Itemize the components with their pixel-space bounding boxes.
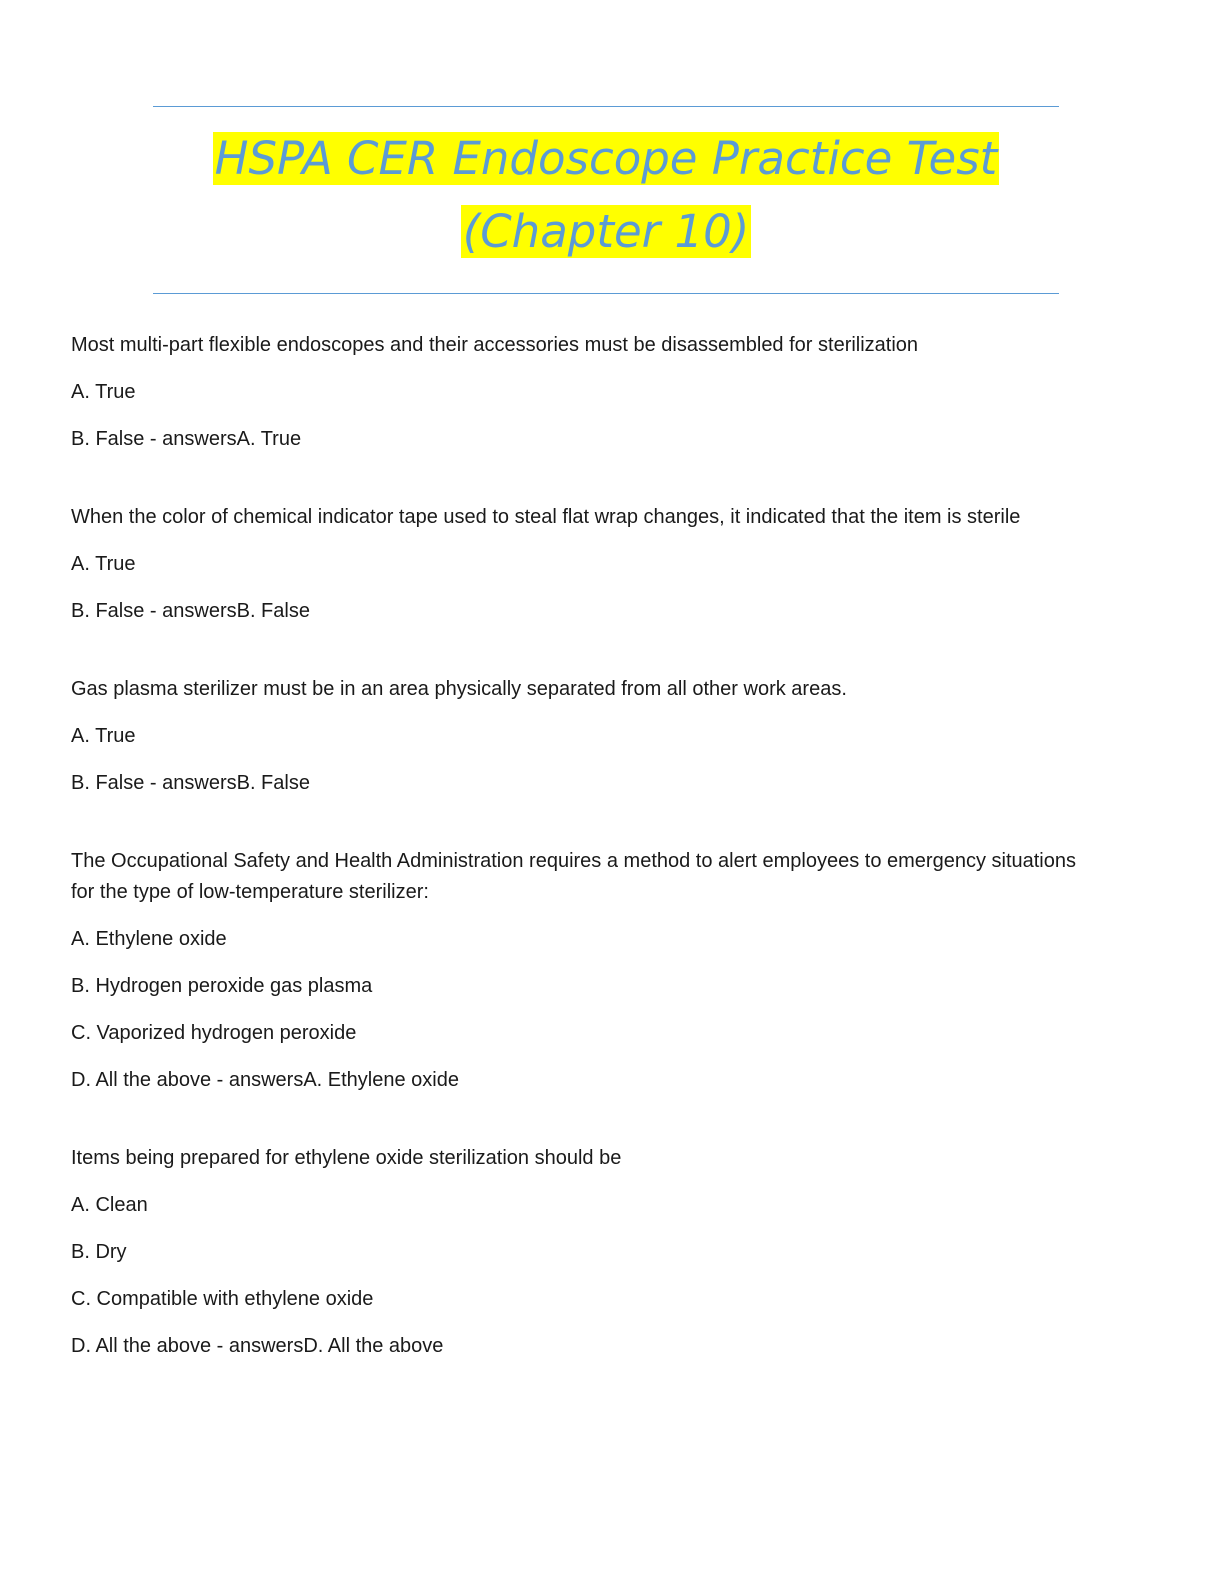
answer-option: B. False - answersA. True: [71, 428, 302, 450]
answer-option: A. True: [71, 381, 136, 403]
question-text: When the color of chemical indicator tape used to steal flat wrap changes, it indicated that the item is sterile: [71, 506, 1021, 528]
title-bottom-rule: [153, 293, 1059, 294]
answer-option: A. Clean: [71, 1194, 148, 1216]
question-block: [71, 846, 1151, 1096]
question-block: [71, 1143, 1151, 1362]
title-top-rule: [153, 106, 1059, 107]
answer-option: D. All the above - answersA. Ethylene oxide: [71, 1069, 459, 1091]
answer-option: B. Hydrogen peroxide gas plasma: [71, 975, 373, 997]
question-text: The Occupational Safety and Health Administration requires a method to alert employees to emergency situations for the type of low-temperature sterilizer:: [71, 850, 1076, 903]
answer-option: B. False - answersB. False: [71, 772, 310, 794]
answer-option: B. False - answersB. False: [71, 600, 310, 622]
question-text: Gas plasma sterilizer must be in an area physically separated from all other work areas.: [71, 678, 847, 700]
answer-option: A. True: [71, 725, 136, 747]
title-line-2: (Chapter 10): [462, 205, 750, 258]
question-text: Items being prepared for ethylene oxide sterilization should be: [71, 1147, 622, 1169]
question-block: [71, 502, 1151, 627]
answer-option: A. True: [71, 553, 136, 575]
document-title: [153, 122, 1059, 268]
question-text: Most multi-part flexible endoscopes and their accessories must be disassembled for sterilization: [71, 334, 919, 356]
questions-list: [71, 330, 1151, 1362]
question-block: [71, 330, 1151, 455]
answer-option: C. Compatible with ethylene oxide: [71, 1288, 374, 1310]
answer-option: B. Dry: [71, 1241, 127, 1263]
answer-option: C. Vaporized hydrogen peroxide: [71, 1022, 357, 1044]
question-block: [71, 674, 1151, 799]
title-line-1: HSPA CER Endoscope Practice Test: [214, 132, 998, 185]
answer-option: D. All the above - answersD. All the above: [71, 1335, 444, 1357]
answer-option: A. Ethylene oxide: [71, 928, 227, 950]
